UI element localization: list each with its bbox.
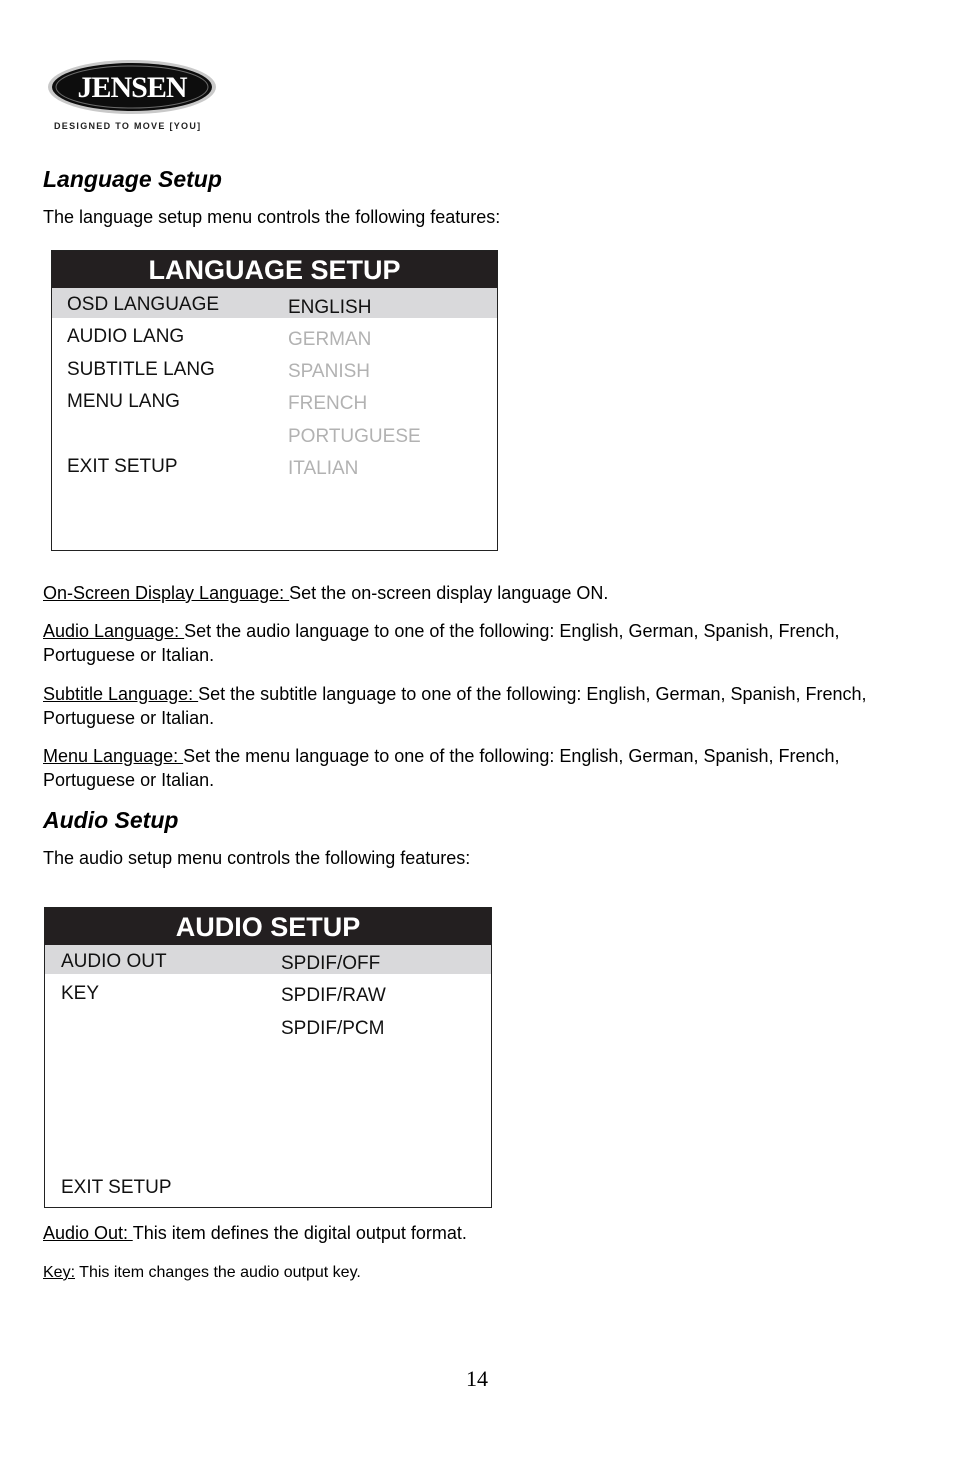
language-menu-item-osd[interactable]: OSD LANGUAGE (67, 294, 220, 315)
description-text: Set the on-screen display language ON. (289, 583, 609, 603)
language-setup-menu (51, 250, 498, 551)
audio-language-description (43, 619, 913, 667)
language-setup-intro: The language setup menu controls the following features: (43, 207, 501, 227)
language-option-english[interactable]: ENGLISH (288, 297, 372, 318)
description-term: Audio Out: (43, 1223, 133, 1243)
audio-menu-item-audio-out[interactable]: AUDIO OUT (61, 951, 167, 972)
audio-option-spdif-raw[interactable]: SPDIF/RAW (281, 985, 386, 1006)
description-term: Menu Language: (43, 746, 184, 766)
audio-setup-menu (44, 907, 492, 1208)
description-term: Subtitle Language: (43, 684, 199, 704)
description-term: On-Screen Display Language: (43, 583, 290, 603)
language-setup-heading: Language Setup (43, 166, 222, 192)
audio-setup-heading: Audio Setup (43, 807, 179, 833)
description-term: Key: (43, 1264, 76, 1281)
key-description (43, 1261, 913, 1285)
language-menu-item-exit[interactable]: EXIT SETUP (67, 456, 178, 477)
language-menu-item-audio[interactable]: AUDIO LANG (67, 326, 185, 347)
audio-option-spdif-pcm[interactable]: SPDIF/PCM (281, 1018, 385, 1039)
description-text: This item changes the audio output key. (75, 1264, 361, 1281)
subtitle-language-description (43, 682, 913, 730)
description-text: This item defines the digital output format. (132, 1223, 467, 1243)
osd-language-description (43, 581, 913, 605)
audio-option-spdif-off[interactable]: SPDIF/OFF (281, 953, 381, 974)
description-text: Set the subtitle language to one of the following: English, German, Spanish, French, Portuguese or Italian. (43, 684, 867, 728)
language-option-italian[interactable]: ITALIAN (288, 458, 359, 479)
audio-out-description (43, 1221, 913, 1245)
language-option-portuguese[interactable]: PORTUGUESE (288, 426, 421, 447)
description-term: Audio Language: (43, 621, 185, 641)
audio-menu-item-exit[interactable]: EXIT SETUP (61, 1177, 172, 1198)
description-text: Set the audio language to one of the following: English, German, Spanish, French, Portuguese or Italian. (43, 621, 840, 665)
logo-tagline: DESIGNED TO MOVE [YOU] (54, 121, 202, 131)
language-menu-title: LANGUAGE SETUP (52, 251, 497, 288)
language-menu-item-subtitle[interactable]: SUBTITLE LANG (67, 359, 215, 380)
description-text: Set the menu language to one of the following: English, German, Spanish, French, Portuguese or Italian. (43, 746, 840, 790)
language-option-german[interactable]: GERMAN (288, 329, 372, 350)
logo-oval-icon (46, 58, 218, 118)
menu-language-description (43, 744, 913, 792)
audio-menu-item-key[interactable]: KEY (61, 983, 100, 1004)
language-option-french[interactable]: FRENCH (288, 393, 368, 414)
logo-brand-text: JENSEN (77, 71, 187, 104)
jensen-logo (46, 58, 218, 136)
audio-menu-title: AUDIO SETUP (45, 908, 491, 945)
language-option-spanish[interactable]: SPANISH (288, 361, 371, 382)
page-number: 14 (466, 1366, 488, 1391)
audio-setup-intro: The audio setup menu controls the following features: (43, 848, 471, 868)
language-menu-item-menu[interactable]: MENU LANG (67, 391, 180, 412)
